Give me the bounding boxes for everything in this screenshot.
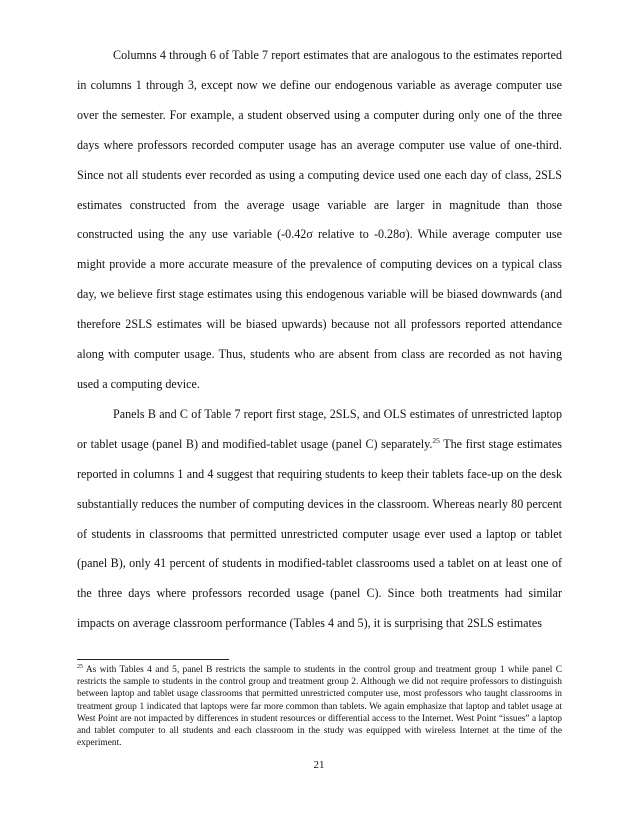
footnote-number: 25 bbox=[77, 663, 83, 670]
footnote-text: As with Tables 4 and 5, panel B restricts the sample to students in the control group and treatment group 1 while panel C restricts the sample to students in the control group and treatment group 2. Although we did not require professors to distinguish between laptop and tablet usage classrooms that permitted unrestricted computer use, most professors who taught classrooms in treatment group 1 indicated that laptops were far more common than tablets. We again emphasize that laptop and tablet usage at West Point are not impacted by differences in student resources or differential access to the Internet. West Point “issues” a laptop and tablet computer to all students and each classroom in the study was equipped with wireless Internet at the time of the experiment. bbox=[77, 665, 562, 749]
paragraph-2 bbox=[77, 400, 562, 639]
body-text bbox=[77, 41, 562, 639]
footnote bbox=[77, 664, 562, 749]
footnote-reference[interactable]: 25 bbox=[432, 435, 440, 445]
page-number: 21 bbox=[313, 759, 325, 771]
footnote-paragraph bbox=[77, 664, 562, 749]
paragraph-2-text-continued: The first stage estimates reported in columns 1 and 4 suggest that requiring students to keep their tablets face-up on the desk substantially reduces the number of computing devices in the classroom. Whereas nearly 80 percent of students in classrooms that permitted unrestricted computer usage ever used a laptop or tablet (panel B), only 41 percent of students in modified-tablet classrooms used a tablet on at least one of the three days where professors recorded usage (panel C). Since both treatments had similar impacts on average classroom performance (Tables 4 and 5), it is surprising that 2SLS estimates bbox=[77, 436, 562, 631]
paragraph-1: Columns 4 through 6 of Table 7 report estimates that are analogous to the estimates reported in columns 1 through 3, except now we define our endogenous variable as average computer use over the semester. For example, a student observed using a computer during only one of the three days where professors recorded computer usage has an average computer use value of one-third. Since not all students ever recorded as using a computing device used one each day of class, 2SLS estimates constructed from the average usage variable are larger in magnitude than those constructed using the any use variable (-0.42σ relative to -0.28σ). While average computer use might provide a more accurate measure of the prevalence of computing devices on a typical class day, we believe first stage estimates using this endogenous variable will be biased downwards (and therefore 2SLS estimates will be biased upwards) because not all professors reported attendance along with computer usage. Thus, students who are absent from class are recorded as not having used a computing device. bbox=[77, 48, 562, 391]
footnote-separator bbox=[77, 659, 229, 660]
paragraph-2-text: Panels B and C of Table 7 report first stage, 2SLS, and OLS estimates of unrestricted laptop or tablet usage (panel B) and modified-tablet usage (panel C) separately. bbox=[77, 406, 562, 451]
